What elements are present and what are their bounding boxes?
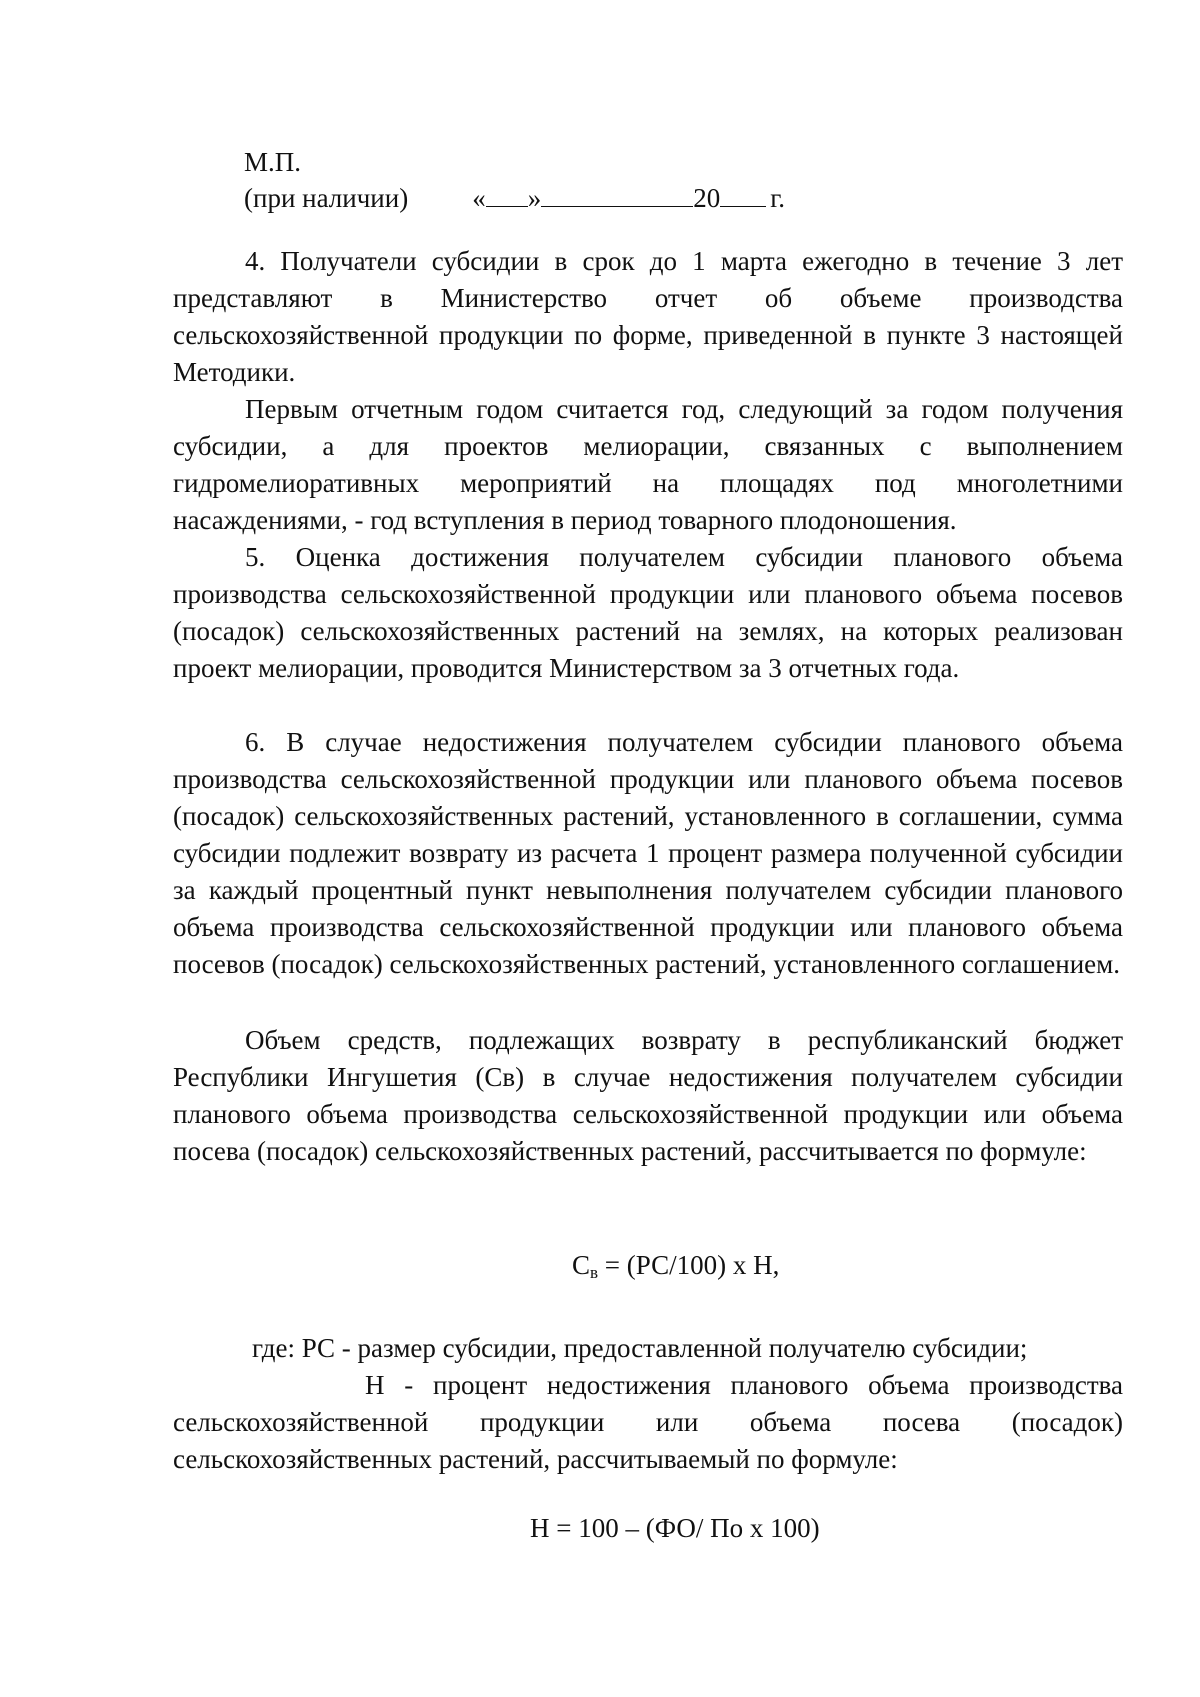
formula-shortfall: Н = 100 – (ФО/ По х 100)	[530, 1513, 820, 1543]
if-any-label: (при наличии)	[244, 183, 409, 213]
formula-refund	[572, 1247, 779, 1291]
date-line	[244, 180, 785, 217]
year-suffix: г.	[770, 183, 785, 213]
quote-open: «	[472, 183, 486, 213]
day-blank	[486, 182, 528, 207]
paragraph-4: 4. Получатели субсидии в срок до 1 марта ежегодно в течение 3 лет представляют в Министерство отчет об объеме производства сельскохозяйственной продукции по форме, приведенной в пункте 3 настоящей Методики.	[173, 246, 1123, 387]
where-rs-line: где: РС - размер субсидии, предоставленной получателю субсидии;	[252, 1333, 1028, 1363]
stamp-label: М.П.	[244, 147, 302, 177]
quote-close: »	[527, 183, 542, 213]
year-blank	[720, 182, 766, 207]
formula-c-subscript: в	[590, 1263, 599, 1282]
paragraph-first-reporting-year: Первым отчетным годом считается год, следующий за годом получения субсидии, а для проектов мелиорации, связанных с выполнением гидромелиоративных мероприятий на площадях под многолетними насаждениями, - год вступления в период товарного плодоношения.	[173, 394, 1123, 535]
paragraph-6: 6. В случае недостижения получателем субсидии планового объема производства сельскохозяйственной продукции или планового объема посевов (посадок) сельскохозяйственных растений, установленного в соглашении, сумма субсидии подлежит возврату из расчета 1 процент размера полученной субсидии за каждый процентный пункт невыполнения получателем субсидии планового объема производства сельскохозяйственной продукции или планового объема посевов (посадок) сельскохозяйственных растений, установленного соглашением.	[173, 727, 1123, 979]
month-blank	[541, 182, 693, 207]
where-n-paragraph: Н - процент недостижения планового объема производства сельскохозяйственной продукции или объема посева (посадок) сельскохозяйственных растений, рассчитываемый по формуле:	[173, 1370, 1123, 1474]
paragraph-5: 5. Оценка достижения получателем субсидии планового объема производства сельскохозяйственной продукции или планового объема посевов (посадок) сельскохозяйственных растений на землях, на которых реализован проект мелиорации, проводится Министерством за 3 отчетных года.	[173, 542, 1123, 683]
paragraph-funds-volume: Объем средств, подлежащих возврату в республиканский бюджет Республики Ингушетия (Св) в случае недостижения получателем субсидии планового объема производства сельскохозяйственной продукции или объема посева (посадок) сельскохозяйственных растений, рассчитывается по формуле:	[173, 1025, 1123, 1166]
year-prefix: 20	[693, 183, 721, 213]
formula-c: С	[572, 1250, 591, 1280]
formula-rest: = (РС/100) х Н,	[598, 1250, 780, 1280]
